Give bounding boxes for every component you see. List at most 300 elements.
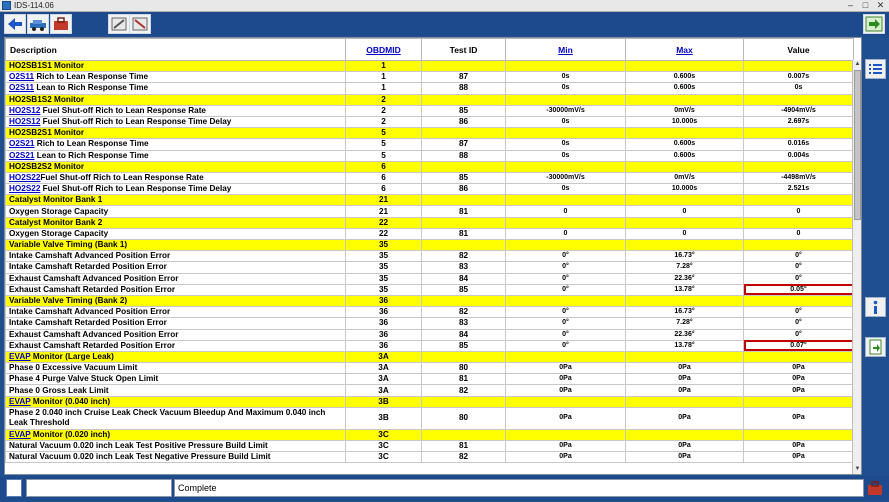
row-test-id: 86	[422, 116, 506, 127]
row-value	[744, 94, 854, 105]
row-test-id: 82	[422, 452, 506, 463]
description-text: Natural Vacuum 0.020 inch Leak Test Negative Pressure Build Limit	[9, 452, 271, 462]
row-obdmid: 35	[346, 240, 422, 251]
section-row[interactable]	[6, 351, 854, 362]
row-obdmid: 3A	[346, 363, 422, 374]
row-value	[744, 128, 854, 139]
row-test-id	[422, 161, 506, 172]
row-max: 7.28°	[626, 262, 744, 273]
row-min: 0s	[506, 72, 626, 83]
row-test-id: 84	[422, 273, 506, 284]
row-value: 0.004s	[744, 150, 854, 161]
row-min: 0Pa	[506, 363, 626, 374]
row-obdmid: 3A	[346, 351, 422, 362]
section-row[interactable]	[6, 217, 854, 228]
row-test-id: 85	[422, 172, 506, 183]
description-text: Intake Camshaft Retarded Position Error	[9, 318, 167, 328]
row-min: 0Pa	[506, 374, 626, 385]
sensor-link[interactable]: HO2S12	[9, 117, 41, 127]
switch-icon	[864, 15, 884, 33]
maximize-icon[interactable]: □	[862, 0, 869, 10]
description-text: Catalyst Monitor Bank 2	[9, 217, 103, 227]
description-text: Exhaust Camshaft Retarded Position Error	[9, 340, 176, 350]
row-test-id	[422, 429, 506, 440]
row-value	[744, 351, 854, 362]
row-description	[6, 363, 346, 374]
sensor-link[interactable]: HO2S22	[9, 184, 41, 194]
description-text: Oxygen Storage Capacity	[9, 228, 109, 238]
sensor-link[interactable]: O2S21	[9, 139, 35, 149]
row-obdmid: 5	[346, 150, 422, 161]
row-min: 0°	[506, 284, 626, 295]
table-row[interactable]	[6, 307, 854, 318]
row-obdmid: 22	[346, 217, 422, 228]
row-max	[626, 217, 744, 228]
row-value	[744, 240, 854, 251]
row-value: 0°	[744, 329, 854, 340]
row-obdmid: 35	[346, 262, 422, 273]
row-obdmid: 3C	[346, 441, 422, 452]
close-icon[interactable]: ✕	[876, 0, 885, 10]
row-obdmid: 22	[346, 228, 422, 239]
row-obdmid: 36	[346, 307, 422, 318]
car-icon	[28, 15, 48, 33]
row-max: 0.600s	[626, 150, 744, 161]
row-max	[626, 295, 744, 306]
row-test-id: 81	[422, 206, 506, 217]
row-test-id: 88	[422, 150, 506, 161]
row-value: -4904mV/s	[744, 105, 854, 116]
row-obdmid: 1	[346, 72, 422, 83]
row-value: 0°	[744, 262, 854, 273]
row-max: 13.78°	[626, 340, 744, 351]
row-max: 16.73°	[626, 307, 744, 318]
title-bar	[0, 0, 889, 12]
row-max: 0Pa	[626, 441, 744, 452]
row-obdmid: 3A	[346, 385, 422, 396]
row-obdmid: 5	[346, 139, 422, 150]
row-description	[6, 139, 346, 150]
row-test-id	[422, 217, 506, 228]
row-obdmid: 35	[346, 273, 422, 284]
table-row[interactable]	[6, 340, 854, 351]
description-text: Phase 0 Gross Leak Limit	[9, 385, 109, 395]
description-text: Fuel Shut-off Rich to Lean Response Rate	[40, 172, 204, 182]
description-text: HO2SB2S1 Monitor	[9, 128, 85, 138]
row-description	[6, 441, 346, 452]
table-row[interactable]	[6, 150, 854, 161]
sensor-link[interactable]: HO2S22	[9, 172, 41, 182]
row-description	[6, 150, 346, 161]
row-test-id: 81	[422, 441, 506, 452]
table-header-row	[6, 39, 854, 61]
row-value: 0.016s	[744, 139, 854, 150]
row-description	[6, 217, 346, 228]
row-description	[6, 94, 346, 105]
row-value	[744, 396, 854, 407]
sensor-link[interactable]: HO2S12	[9, 105, 41, 115]
scroll-up-icon[interactable]: ▲	[854, 61, 861, 67]
row-value	[744, 429, 854, 440]
table-row[interactable]	[6, 318, 854, 329]
row-description	[6, 61, 346, 72]
row-max	[626, 429, 744, 440]
table-row[interactable]	[6, 251, 854, 262]
row-obdmid: 2	[346, 94, 422, 105]
row-test-id: 88	[422, 83, 506, 94]
minimize-icon[interactable]: –	[847, 0, 853, 10]
row-min	[506, 217, 626, 228]
export-button[interactable]	[865, 337, 886, 357]
table-body	[6, 61, 854, 463]
row-test-id: 85	[422, 340, 506, 351]
table-row[interactable]	[6, 385, 854, 396]
row-min	[506, 128, 626, 139]
row-obdmid: 6	[346, 184, 422, 195]
row-value: 0	[744, 206, 854, 217]
row-value: 0.007s	[744, 72, 854, 83]
row-description	[6, 83, 346, 94]
row-value: 0Pa	[744, 374, 854, 385]
row-value: 0Pa	[744, 407, 854, 429]
row-value: 0°	[744, 318, 854, 329]
row-min	[506, 161, 626, 172]
row-min: 0s	[506, 150, 626, 161]
table-row[interactable]	[6, 105, 854, 116]
row-max: 13.78°	[626, 284, 744, 295]
scroll-down-icon[interactable]: ▼	[854, 466, 861, 472]
table-row[interactable]	[6, 206, 854, 217]
row-test-id: 87	[422, 72, 506, 83]
section-row[interactable]	[6, 295, 854, 306]
row-min: 0s	[506, 139, 626, 150]
row-min	[506, 94, 626, 105]
row-max	[626, 128, 744, 139]
row-obdmid: 36	[346, 295, 422, 306]
row-test-id: 82	[422, 385, 506, 396]
row-min: -30000mV/s	[506, 172, 626, 183]
row-test-id: 83	[422, 262, 506, 273]
description-text: Intake Camshaft Advanced Position Error	[9, 251, 171, 261]
row-test-id: 80	[422, 363, 506, 374]
description-text: Monitor (0.040 inch)	[30, 396, 111, 406]
row-min	[506, 295, 626, 306]
row-obdmid: 36	[346, 340, 422, 351]
row-description	[6, 161, 346, 172]
row-value: 0.05°	[744, 284, 854, 295]
toolbar	[0, 12, 889, 36]
row-test-id: 87	[422, 139, 506, 150]
row-max: 0Pa	[626, 363, 744, 374]
row-value	[744, 61, 854, 72]
row-value: 0Pa	[744, 441, 854, 452]
description-text: Oxygen Storage Capacity	[9, 206, 109, 216]
col-description[interactable]: Description	[6, 39, 346, 61]
row-min: 0s	[506, 184, 626, 195]
row-obdmid: 2	[346, 116, 422, 127]
row-min: -30000mV/s	[506, 105, 626, 116]
row-max: 10.000s	[626, 184, 744, 195]
row-value: 0°	[744, 273, 854, 284]
row-description	[6, 251, 346, 262]
section-row[interactable]	[6, 429, 854, 440]
row-description	[6, 116, 346, 127]
section-row[interactable]	[6, 396, 854, 407]
section-row[interactable]	[6, 161, 854, 172]
description-text: HO2SB1S1 Monitor	[9, 61, 85, 71]
table-row[interactable]	[6, 228, 854, 239]
row-value	[744, 295, 854, 306]
table-row[interactable]	[6, 139, 854, 150]
row-test-id: 80	[422, 407, 506, 429]
row-obdmid: 3B	[346, 407, 422, 429]
back-button[interactable]	[4, 14, 26, 34]
results-table-panel	[4, 37, 862, 475]
row-min: 0Pa	[506, 452, 626, 463]
section-row[interactable]	[6, 61, 854, 72]
row-max: 0mV/s	[626, 105, 744, 116]
row-description	[6, 307, 346, 318]
row-value: 0Pa	[744, 363, 854, 374]
sensor-link[interactable]: O2S21	[9, 150, 35, 160]
col-min[interactable]: Min	[506, 39, 626, 61]
sensor-link[interactable]: O2S11	[9, 72, 35, 82]
row-obdmid: 3B	[346, 396, 422, 407]
description-text: Exhaust Camshaft Advanced Position Error	[9, 273, 179, 283]
results-table	[5, 38, 854, 463]
description-text: Natural Vacuum 0.020 inch Leak Test Positive Pressure Build Limit	[9, 441, 268, 451]
row-obdmid: 21	[346, 195, 422, 206]
table-row[interactable]	[6, 72, 854, 83]
vehicle-button[interactable]	[27, 14, 49, 34]
row-max	[626, 61, 744, 72]
row-max: 22.36°	[626, 273, 744, 284]
sensor-link[interactable]: O2S11	[9, 83, 35, 93]
table-row[interactable]	[6, 273, 854, 284]
row-obdmid: 3C	[346, 429, 422, 440]
row-test-id	[422, 61, 506, 72]
status-bar	[0, 476, 889, 500]
row-max: 10.000s	[626, 116, 744, 127]
table-row[interactable]	[6, 407, 854, 429]
table-row[interactable]	[6, 374, 854, 385]
row-value: 0Pa	[744, 452, 854, 463]
row-min: 0°	[506, 329, 626, 340]
table-row[interactable]	[6, 441, 854, 452]
section-row[interactable]	[6, 128, 854, 139]
row-max	[626, 94, 744, 105]
row-value: -4498mV/s	[744, 172, 854, 183]
status-left-panel	[26, 479, 172, 497]
row-max	[626, 161, 744, 172]
row-max: 0.600s	[626, 139, 744, 150]
row-description	[6, 228, 346, 239]
row-obdmid: 21	[346, 206, 422, 217]
row-min	[506, 429, 626, 440]
table-row[interactable]	[6, 116, 854, 127]
info-button[interactable]	[865, 297, 886, 317]
back-arrow-icon	[5, 15, 25, 33]
table-row[interactable]	[6, 262, 854, 273]
description-text: Rich to Lean Response Time	[34, 72, 149, 82]
row-max: 22.36°	[626, 329, 744, 340]
row-description	[6, 262, 346, 273]
table-row[interactable]	[6, 284, 854, 295]
row-description	[6, 240, 346, 251]
row-max: 0Pa	[626, 374, 744, 385]
row-max: 0Pa	[626, 407, 744, 429]
description-text: Intake Camshaft Advanced Position Error	[9, 307, 171, 317]
table-row[interactable]	[6, 184, 854, 195]
row-obdmid: 5	[346, 128, 422, 139]
row-min: 0Pa	[506, 441, 626, 452]
sensor-link[interactable]: EVAP	[9, 429, 31, 439]
row-description	[6, 407, 346, 429]
row-description	[6, 385, 346, 396]
row-max	[626, 396, 744, 407]
row-test-id: 82	[422, 251, 506, 262]
list-icon	[866, 60, 885, 78]
row-description	[6, 374, 346, 385]
row-test-id: 84	[422, 329, 506, 340]
sensor-link[interactable]: EVAP	[9, 396, 31, 406]
description-text: Lean to Rich Response Time	[34, 150, 149, 160]
row-obdmid: 36	[346, 318, 422, 329]
export-icon	[866, 338, 885, 356]
description-text: Variable Valve Timing (Bank 1)	[9, 240, 128, 250]
col-max[interactable]: Max	[626, 39, 744, 61]
row-description	[6, 452, 346, 463]
row-description	[6, 172, 346, 183]
row-value: 0Pa	[744, 385, 854, 396]
toolbox-switch-button[interactable]	[863, 14, 885, 34]
col-obdmid[interactable]: OBDMID	[346, 39, 422, 61]
row-max: 0.600s	[626, 72, 744, 83]
row-obdmid: 35	[346, 251, 422, 262]
row-description	[6, 273, 346, 284]
row-value: 0°	[744, 307, 854, 318]
table-row[interactable]	[6, 172, 854, 183]
toolbox-button[interactable]	[50, 14, 72, 34]
row-min	[506, 351, 626, 362]
description-text: Phase 0 Excessive Vacuum Limit	[9, 363, 138, 373]
row-max: 0Pa	[626, 452, 744, 463]
row-test-id: 86	[422, 184, 506, 195]
row-description	[6, 429, 346, 440]
row-description	[6, 318, 346, 329]
section-row[interactable]	[6, 94, 854, 105]
row-obdmid: 6	[346, 161, 422, 172]
row-max	[626, 351, 744, 362]
table-row[interactable]	[6, 83, 854, 94]
list-view-button[interactable]	[865, 59, 886, 79]
col-test-id[interactable]: Test ID	[422, 39, 506, 61]
description-text: Rich to Lean Response Time	[34, 139, 149, 149]
description-text: HO2SB2S2 Monitor	[9, 161, 85, 171]
table-row[interactable]	[6, 329, 854, 340]
row-min	[506, 195, 626, 206]
description-text: Phase 4 Purge Valve Stuck Open Limit	[9, 374, 159, 384]
row-description	[6, 340, 346, 351]
section-row[interactable]	[6, 240, 854, 251]
row-obdmid: 35	[346, 284, 422, 295]
row-max: 0Pa	[626, 385, 744, 396]
description-text: Fuel Shut-off Rich to Lean Response Time Delay	[40, 117, 232, 127]
row-test-id	[422, 240, 506, 251]
table-row[interactable]	[6, 452, 854, 463]
row-description	[6, 206, 346, 217]
section-row[interactable]	[6, 195, 854, 206]
row-obdmid: 1	[346, 61, 422, 72]
row-min: 0s	[506, 83, 626, 94]
modules-button[interactable]	[129, 14, 151, 34]
datalogger-button[interactable]	[108, 14, 130, 34]
row-min: 0	[506, 228, 626, 239]
app-icon	[2, 1, 11, 10]
row-description	[6, 72, 346, 83]
row-description	[6, 105, 346, 116]
row-description	[6, 195, 346, 206]
window-title: IDS-114.06	[14, 1, 54, 10]
row-max: 7.28°	[626, 318, 744, 329]
row-test-id: 81	[422, 374, 506, 385]
row-value: 0s	[744, 83, 854, 94]
row-obdmid: 1	[346, 83, 422, 94]
description-text: Monitor (0.020 inch)	[30, 429, 111, 439]
description-text: Lean to Rich Response Time	[34, 83, 149, 93]
sensor-link[interactable]: EVAP	[9, 351, 31, 361]
row-description	[6, 128, 346, 139]
row-value: 2.521s	[744, 184, 854, 195]
tools-icon	[130, 15, 150, 33]
row-max	[626, 240, 744, 251]
row-test-id	[422, 128, 506, 139]
row-value	[744, 217, 854, 228]
row-obdmid: 36	[346, 329, 422, 340]
row-description	[6, 396, 346, 407]
description-text: Variable Valve Timing (Bank 2)	[9, 296, 128, 306]
toolbox-icon	[51, 15, 71, 33]
toolbox-icon[interactable]	[867, 479, 883, 497]
table-row[interactable]	[6, 363, 854, 374]
description-text: HO2SB1S2 Monitor	[9, 94, 85, 104]
row-description	[6, 284, 346, 295]
row-test-id	[422, 396, 506, 407]
row-min	[506, 396, 626, 407]
wrench-icon	[109, 15, 129, 33]
row-description	[6, 184, 346, 195]
row-test-id: 81	[422, 228, 506, 239]
description-text: Intake Camshaft Retarded Position Error	[9, 262, 167, 272]
row-min: 0Pa	[506, 385, 626, 396]
row-test-id	[422, 94, 506, 105]
vertical-scrollbar[interactable]	[852, 60, 861, 474]
row-min	[506, 61, 626, 72]
description-text: Fuel Shut-off Rich to Lean Response Rate	[40, 105, 206, 115]
row-description	[6, 295, 346, 306]
row-obdmid: 3C	[346, 452, 422, 463]
row-test-id: 85	[422, 284, 506, 295]
scrollbar-thumb[interactable]	[854, 70, 861, 220]
row-obdmid: 2	[346, 105, 422, 116]
document-icon[interactable]	[6, 479, 22, 497]
info-icon	[866, 298, 885, 316]
row-min: 0°	[506, 318, 626, 329]
description-text: Exhaust Camshaft Advanced Position Error	[9, 329, 179, 339]
col-value[interactable]: Value	[744, 39, 854, 61]
description-text: Catalyst Monitor Bank 1	[9, 195, 103, 205]
row-min: 0°	[506, 273, 626, 284]
